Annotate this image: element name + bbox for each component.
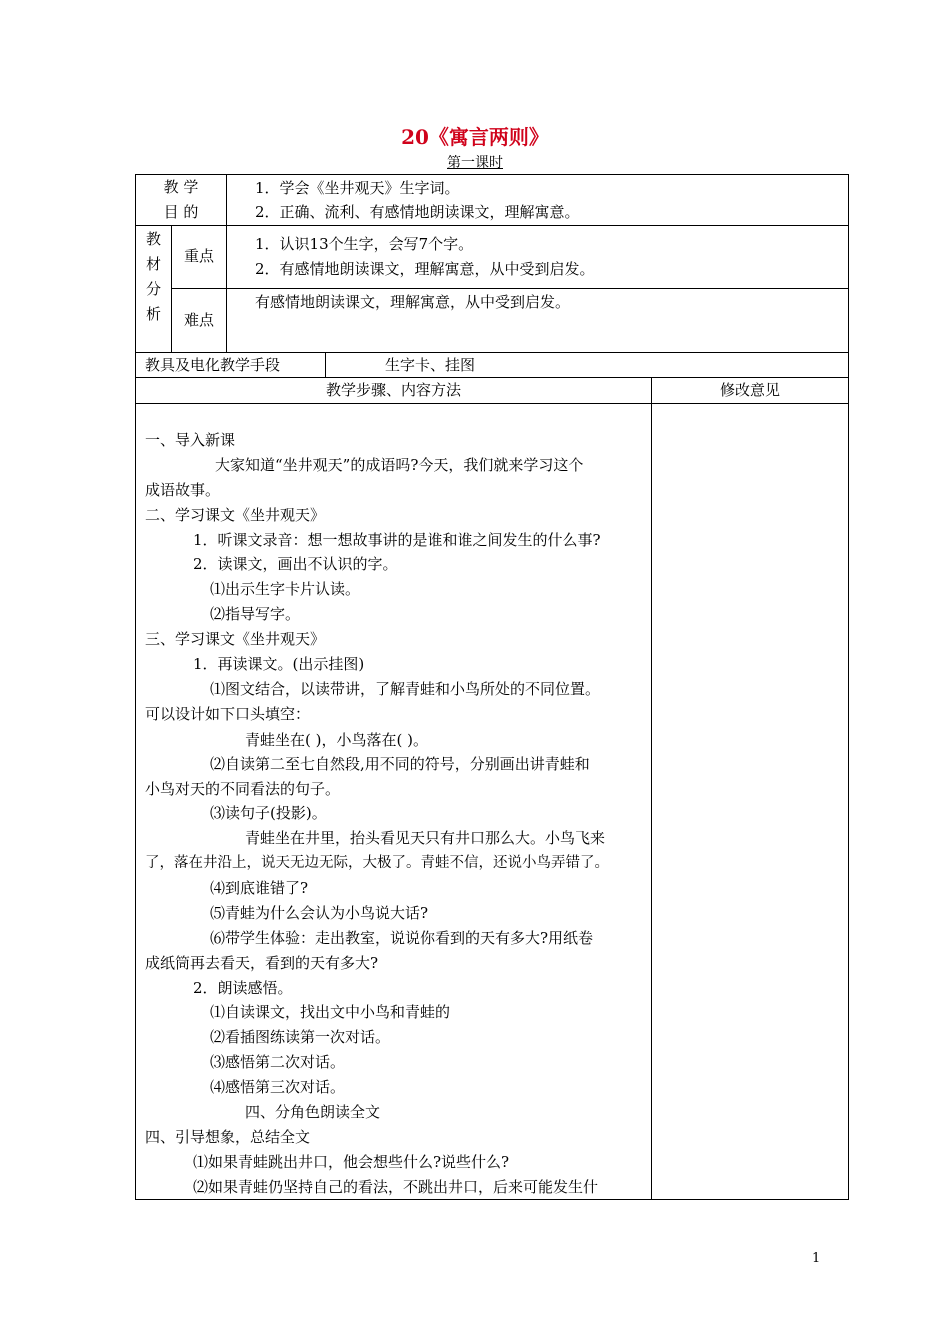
objective-item: 1．学会《坐井观天》生字词。 (255, 179, 460, 197)
content-line: 二、学习课文《坐井观天》 (145, 506, 326, 524)
steps-header: 教学步骤、内容方法 (325, 381, 461, 399)
analysis-label: 析 (145, 305, 161, 323)
table-rule (135, 377, 849, 378)
content-line: 三、学习课文《坐井观天》 (145, 630, 326, 648)
content-line: ⑶感悟第二次对话。 (210, 1053, 346, 1071)
analysis-label: 材 (145, 255, 161, 273)
content-line: 1．听课文录音：想一想故事讲的是谁和谁之间发生的什么事? (193, 531, 601, 549)
table-border-top (135, 174, 849, 175)
table-rule (171, 288, 849, 289)
table-rule (135, 352, 849, 353)
key-point-item: 2．有感情地朗读课文，理解寓意，从中受到启发。 (255, 260, 595, 278)
content-line: 一、导入新课 (145, 431, 236, 449)
table-rule (226, 174, 227, 225)
content-line: 2．朗读感悟。 (193, 979, 293, 997)
tools-label: 教具及电化教学手段 (145, 356, 281, 374)
table-rule (651, 377, 652, 1200)
table-rule (226, 225, 227, 352)
content-line: 小鸟对天的不同看法的句子。 (145, 780, 341, 798)
content-line: 青蛙坐在( )，小鸟落在( )。 (245, 731, 428, 749)
analysis-label: 分 (145, 280, 161, 298)
tools-value: 生字卡、挂图 (385, 356, 476, 374)
content-line: ⑵自读第二至七自然段,用不同的符号，分别画出讲青蛙和 (210, 755, 590, 773)
content-line: 成语故事。 (145, 481, 221, 499)
document-subtitle: 第一课时 (447, 155, 503, 171)
difficulty-label: 难点 (183, 311, 214, 329)
content-line: 四、引导想象，总结全文 (145, 1128, 311, 1146)
table-border-bottom (135, 1199, 849, 1200)
table-border-left (135, 174, 136, 1200)
content-line: ⑴自读课文，找出文中小鸟和青蛙的 (210, 1003, 451, 1021)
key-point-item: 1．认识13个生字，会写7个字。 (255, 235, 474, 253)
page-number: 1 (812, 1251, 821, 1266)
analysis-label: 教 (145, 230, 161, 248)
revision-header: 修改意见 (719, 381, 780, 399)
content-line: ⑶读句子(投影)。 (210, 804, 327, 822)
content-line: ⑴出示生字卡片认读。 (210, 580, 361, 598)
content-line: 2．读课文，画出不认识的字。 (193, 555, 398, 573)
objectives-label: 目 的 (163, 203, 199, 221)
content-line: 了，落在井沿上，说天无边无际，大极了。青蛙不信，还说小鸟弄错了。 (145, 855, 609, 871)
content-line: 成纸筒再去看天，看到的天有多大? (145, 954, 379, 972)
content-line: 可以设计如下口头填空： (145, 705, 311, 723)
content-line: ⑷感悟第三次对话。 (210, 1078, 346, 1096)
content-line: ⑷到底谁错了? (210, 879, 309, 897)
table-rule (135, 403, 849, 404)
table-rule (325, 352, 326, 377)
content-line: ⑵指导写字。 (210, 605, 301, 623)
content-line: ⑵如果青蛙仍坚持自己的看法，不跳出井口，后来可能发生什 (193, 1178, 599, 1196)
content-line: ⑹带学生体验：走出教室，说说你看到的天有多大?用纸卷 (210, 929, 594, 947)
content-line: 大家知道“坐井观天”的成语吗?今天，我们就来学习这个 (215, 456, 584, 474)
content-line: ⑴如果青蛙跳出井口，他会想些什么?说些什么? (193, 1153, 510, 1171)
content-line: 四、分角色朗读全文 (245, 1103, 381, 1121)
content-line: ⑴图文结合，以读带讲，了解青蛙和小鸟所处的不同位置。 (210, 680, 601, 698)
table-rule (135, 225, 849, 226)
content-line: ⑸青蛙为什么会认为小鸟说大话? (210, 904, 429, 922)
content-line: 青蛙坐在井里，抬头看见天只有井口那么大。小鸟飞来 (245, 829, 606, 847)
objective-item: 2．正确、流利、有感情地朗读课文，理解寓意。 (255, 203, 580, 221)
content-line: 1．再读课文。(出示挂图) (193, 655, 365, 673)
objectives-label: 教 学 (163, 178, 199, 196)
key-points-label: 重点 (183, 247, 214, 265)
document-title: 20《寓言两则》 (401, 125, 549, 149)
table-border-right (848, 174, 849, 1200)
content-line: ⑵看插图练读第一次对话。 (210, 1028, 391, 1046)
difficulty-text: 有感情地朗读课文，理解寓意，从中受到启发。 (255, 293, 571, 311)
